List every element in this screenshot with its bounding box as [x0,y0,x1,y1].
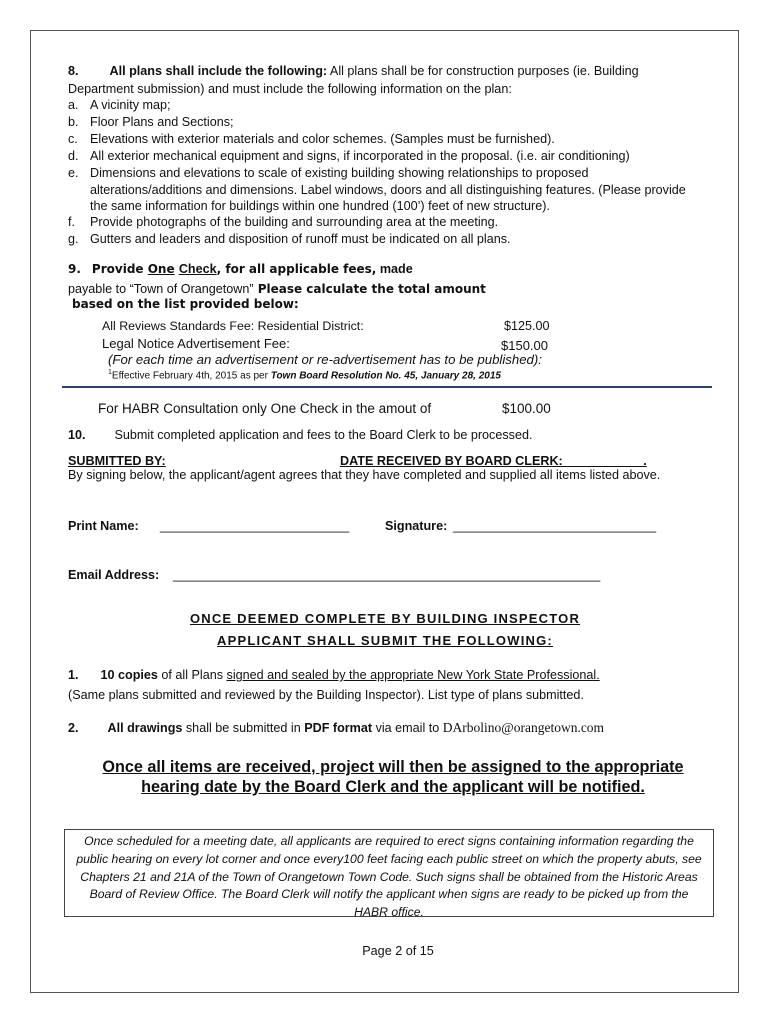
habr-amount: $100.00 [502,401,551,416]
req2-email-link[interactable]: DArbolino@orangetown.com [442,720,605,735]
fee1-amount: $125.00 [504,319,550,333]
item8-line2: Department submission) and must include the following information on the plan: [68,82,512,96]
email-field[interactable]: _____________________________________________________________ [173,568,601,582]
submitted-by-label: SUBMITTED BY: [68,454,166,468]
list-key: c. [68,132,78,146]
habr-label: For HABR Consultation only One Check in the amout of [98,401,432,416]
fee-note: (For each time an advertisement or re-advertisement has to be published): [108,352,542,367]
list-text: Floor Plans and Sections; [90,115,234,129]
list-key: f. [68,215,75,229]
list-text: Dimensions and elevations to scale of existing building showing relationships to proposed alterations/additions and dimensions. Label windows, doors and all distinguishing features. (Please provide the same information for buildings within one hundred (100’) feet of new structure). [90,166,686,213]
divider-line [62,386,712,388]
date-received-label: DATE RECEIVED BY BOARD CLERK: ___________. [340,454,647,468]
item9-please: Please calculate the total amount [253,282,486,296]
item10-line [68,427,532,444]
item9-one: One [147,262,175,276]
list-key: d. [68,149,79,163]
req1-line1 [68,667,600,684]
item9-payable: payable to “Town of Orangetown” [68,282,254,296]
item8-line1 [68,63,639,80]
req1-mid: of all Plans [157,668,227,682]
list-key: e. [68,166,79,180]
list-key: a. [68,98,79,112]
email-label: Email Address: [68,568,160,582]
agreement-text: By signing below, the applicant/agent agrees that they have completed and supplied all items listed above. [68,468,661,482]
resolution-text: Town Board Resolution No. 45, January 28, 2015 [270,370,501,382]
fee1-label: All Reviews Standards Fee: Residential District: [102,319,364,333]
item9-line2 [68,280,486,298]
sign-notice-text: Once scheduled for a meeting date, all applicants are required to erect signs containing information regarding the public hearing on every lot corner and once every100 feet facing each public street on which the property abuts, see Chapters 21 and 21A of the Town of Orangetown Town Code. Such signs shall be obtained from the Historic Areas Board of Review Office. The Board Clerk will notify the applicant when signs are ready to be picked up from the HABR office. [76,834,702,920]
fee2-label: Legal Notice Advertisement Fee: [102,336,290,351]
list-text: Gutters and leaders and disposition of runoff must be indicated on all plans. [90,232,511,246]
effective-note [108,369,501,381]
item9-check: Check [178,262,217,276]
effective-text: Effective February 4th, 2015 as per [111,370,271,382]
once-deemed-line1: ONCE DEEMED COMPLETE BY BUILDING INSPECTOR [189,611,581,626]
req1-under: signed and sealed by the appropriate New York State Professional. [226,668,600,682]
print-name-field[interactable]: ___________________________ [160,519,350,533]
item8-rest: All plans shall be for construction purposes (ie. Building [327,64,639,78]
req2-number: 2. [68,721,79,735]
footnote-mark: 1 [108,369,112,376]
req1-line2: (Same plans submitted and reviewed by the Building Inspector). List type of plans submitted. [68,688,584,702]
item8-lead: All plans shall include the following: [109,64,328,78]
item9-number: 9. [68,262,81,276]
req2-mid: shall be submitted in [182,721,305,735]
list-key: g. [68,232,79,246]
list-text: All exterior mechanical equipment and signs, if incorporated in the proposal. (i.e. air conditioning) [90,149,630,163]
req1-number: 1. [68,668,79,682]
signature-field[interactable]: _____________________________ [453,519,657,533]
once-deemed-line2: APPLICANT SHALL SUBMIT THE FOLLOWING: [217,633,553,648]
list-text: Provide photographs of the building and surrounding area at the meeting. [90,215,499,229]
item9-made: made [376,262,413,276]
item9-provide: Provide [91,262,148,276]
list-text: Elevations with exterior materials and color schemes. (Samples must be furnished). [90,132,555,146]
list-text: A vicinity map; [90,98,171,112]
req2-line [68,719,604,737]
req2-bold1: All drawings [107,721,183,735]
item9-rest: , for all applicable fees, [216,262,377,276]
notice-line2: hearing date by the Board Clerk and the applicant will be notified. [141,778,645,796]
req2-via: via email to [372,721,443,735]
item9-line1 [68,262,413,276]
req2-bold2: PDF format [304,721,373,735]
print-name-label: Print Name: [68,519,139,533]
notice-line1: Once all items are received, project will then be assigned to the appropriate [102,758,684,776]
list-key: b. [68,115,79,129]
page-number: Page 2 of 15 [362,944,434,958]
item10-text: Submit completed application and fees to the Board Clerk to be processed. [114,428,533,442]
item8-number: 8. [68,64,79,78]
sign-notice-box [64,829,714,920]
item10-number: 10. [68,428,86,442]
signature-label: Signature: [385,519,448,533]
req1-bold: 10 copies [100,668,158,682]
fee2-amount: $150.00 [501,338,548,353]
item9-based: based on the list provided below: [72,297,299,311]
